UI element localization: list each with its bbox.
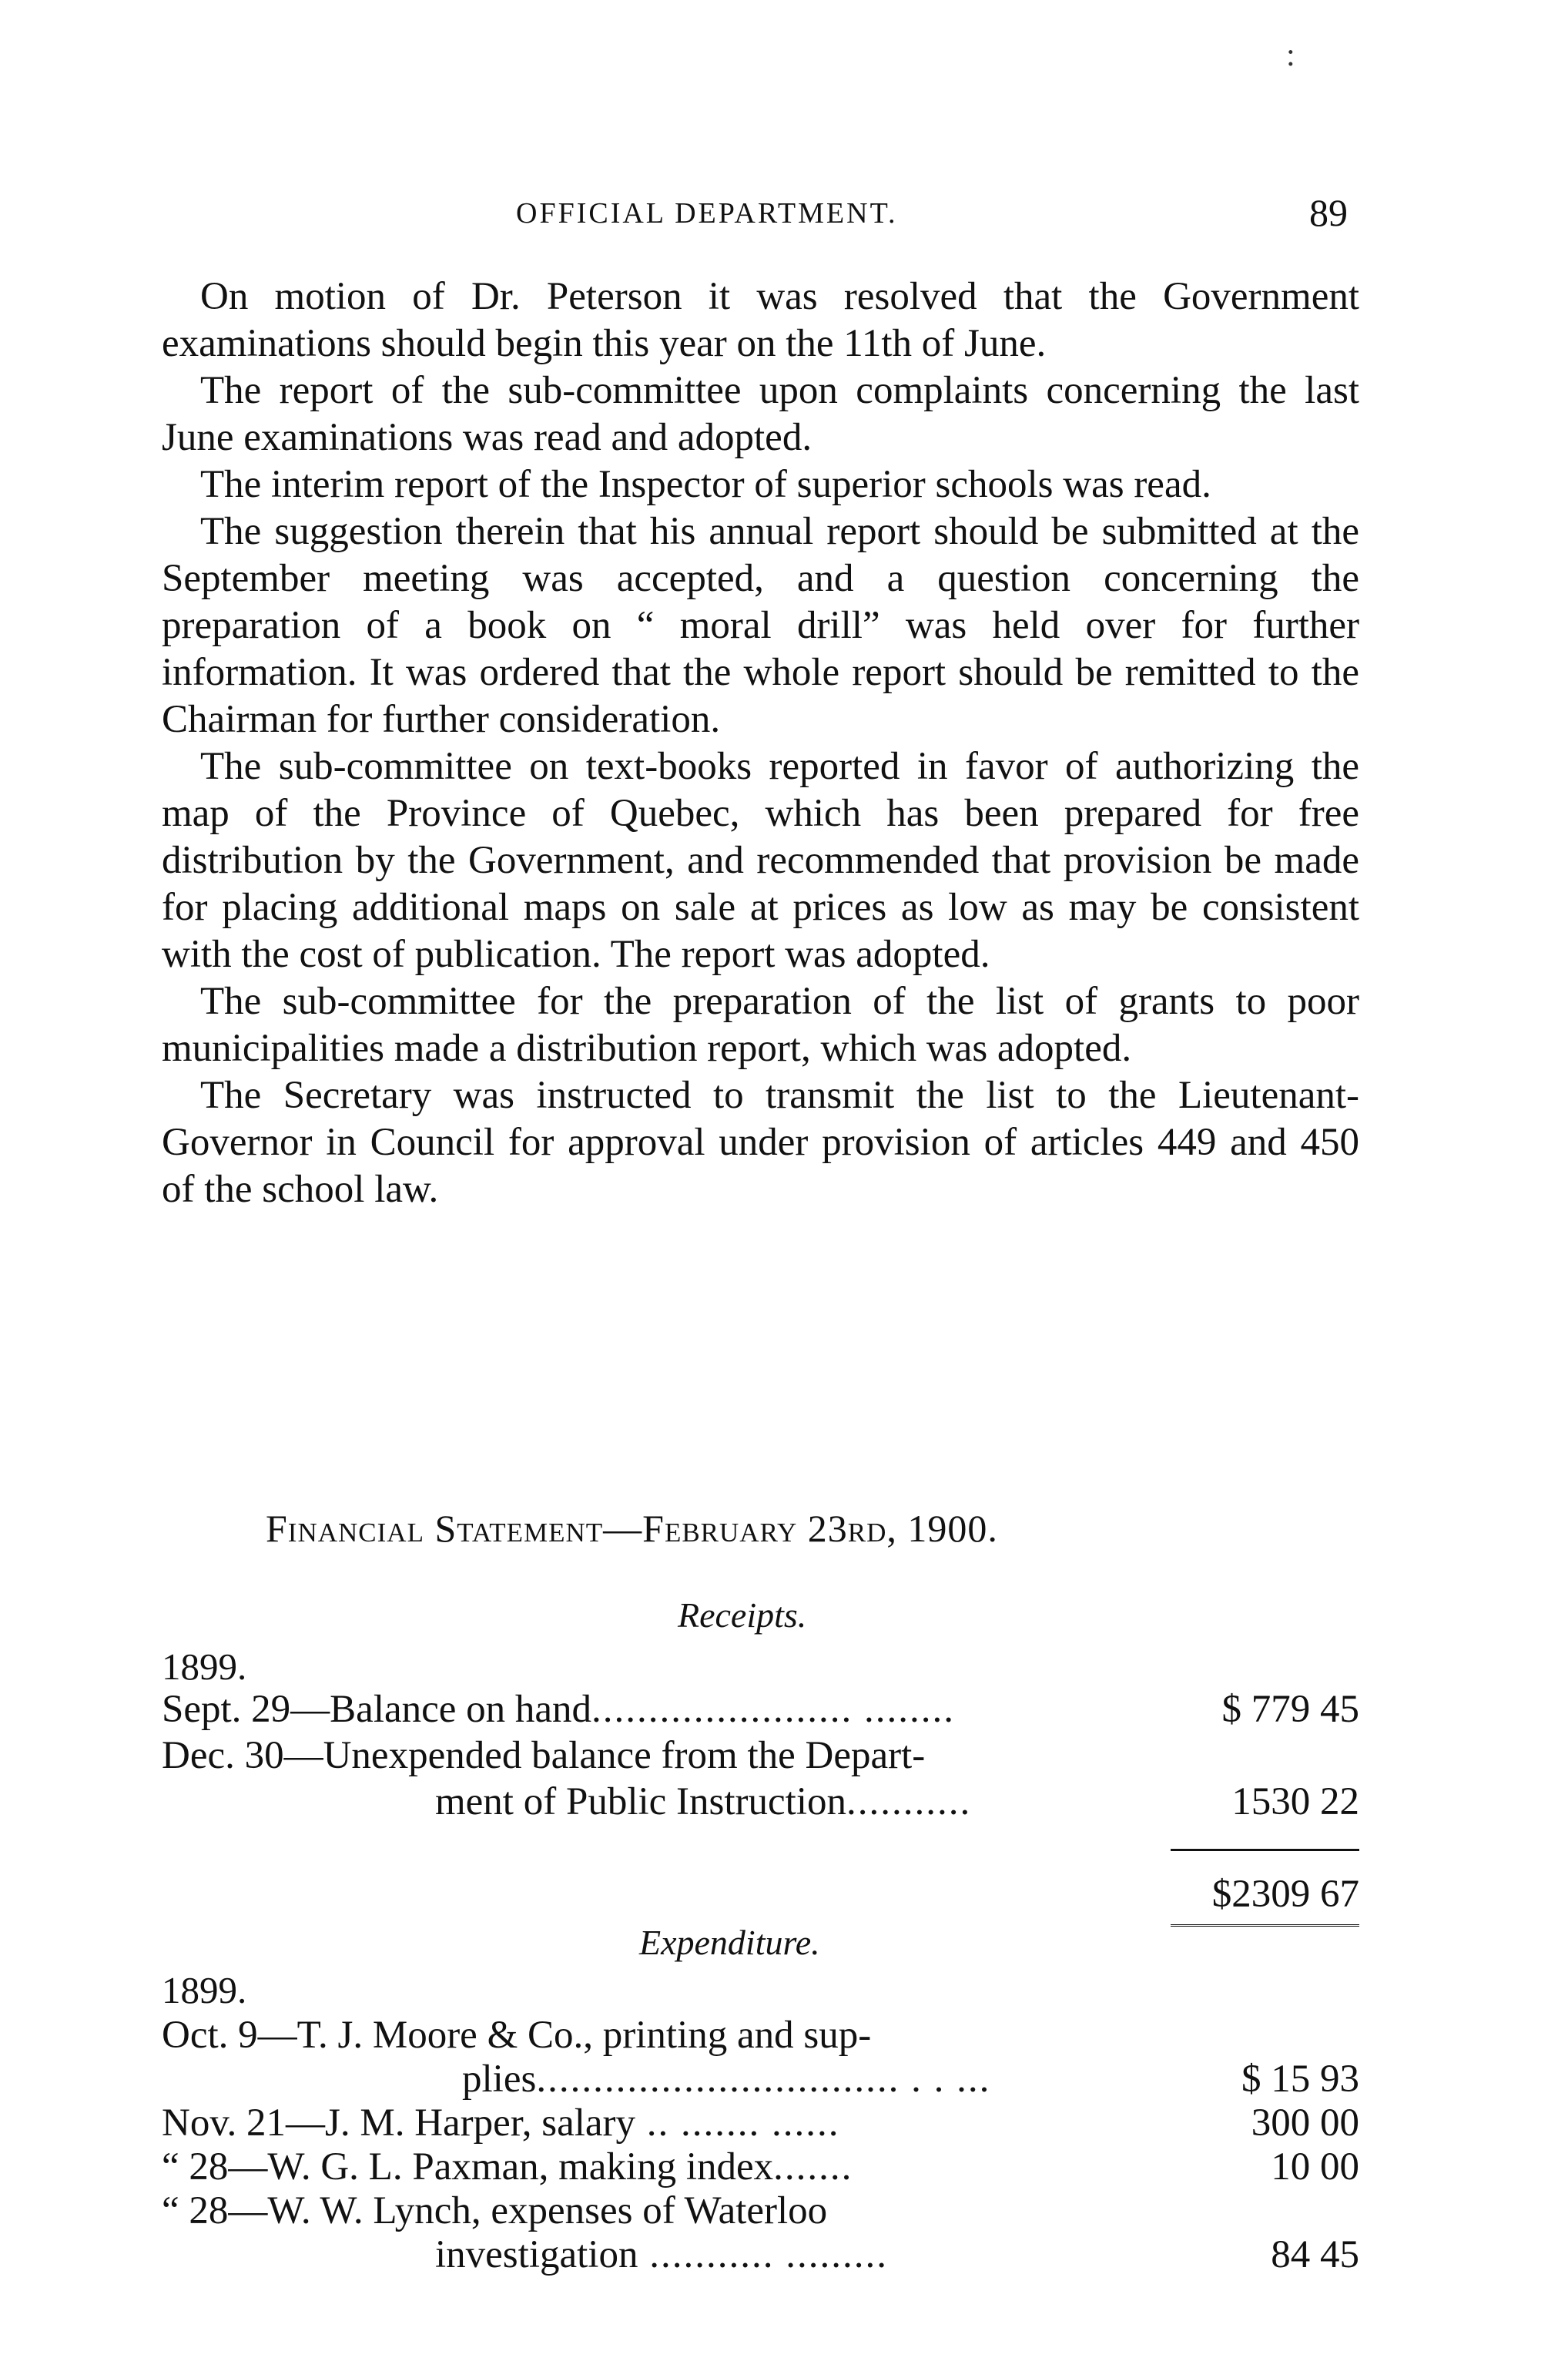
receipts-heading: Receipts. [678, 1595, 807, 1635]
paragraph: The sub-committee on text-books reported in favor of authorizing the map of the Province of Quebec, which has been prepared for free distribution by the Government, and recommended that provision be made for placing additional maps on sale at prices as low as may be consistent with the cost of publication. The report was adopted. [162, 745, 1359, 976]
expenditure-text: investigation [435, 2233, 638, 2276]
financial-statement-title: Financial Statement—February 23rd, 1900. [266, 1507, 998, 1550]
expenditure-amount: 84 45 [1271, 2233, 1359, 2276]
expenditure-text: plies [462, 2058, 537, 2101]
receipts-total: $2309 67 [1211, 1873, 1359, 1916]
paragraph: The suggestion therein that his annual report should be submitted at the September meeting was accepted, and a question concerning the preparation of a book on “ moral drill” was held over for further information. It was ordered that the whole report should be remitted to the Chairman for further consideration. [162, 510, 1359, 741]
leader-dots: ....................... ........ [591, 1688, 956, 1731]
receipts-year: 1899. [162, 1645, 247, 1688]
leader-dots: .. ....... ...... [635, 2101, 840, 2145]
expenditure-line [162, 2145, 853, 2189]
expenditure-line [435, 2232, 888, 2277]
leader-dots: ................................ . . ... [536, 2058, 991, 2101]
running-head: OFFICIAL DEPARTMENT. [516, 197, 898, 230]
receipt-line: Dec. 30—Unexpended balance from the Depart- [162, 1734, 926, 1777]
receipt-line [162, 1687, 955, 1732]
minutes-body [162, 273, 1359, 1213]
expenditure-amount: $ 15 93 [1241, 2058, 1359, 2101]
page-header [0, 191, 1568, 243]
expenditure-line [162, 2101, 840, 2145]
expenditure-amount: 300 00 [1251, 2101, 1359, 2145]
expenditure-amount: 10 00 [1271, 2145, 1359, 2189]
receipt-text: ment of Public Instruction [435, 1780, 847, 1823]
paragraph: The interim report of the Inspector of superior schools was read. [200, 463, 1211, 506]
margin-mark: : [1286, 38, 1295, 73]
paragraph: The sub-committee for the preparation of the list of grants to poor municipalities made a distribution report, which was adopted. [162, 980, 1359, 1070]
receipt-amount: $ 779 45 [1221, 1688, 1359, 1731]
expenditure-heading: Expenditure. [639, 1923, 820, 1962]
total-double-rule [1171, 1924, 1359, 1930]
expenditure-line: Oct. 9—T. J. Moore & Co., printing and sup- [162, 2014, 872, 2057]
sum-rule [1171, 1849, 1359, 1851]
paragraph: The report of the sub-committee upon complaints concerning the last June examinations was read and adopted. [162, 369, 1359, 459]
leader-dots: ........... ......... [638, 2233, 888, 2276]
receipt-text: Sept. 29—Balance on hand [162, 1688, 592, 1731]
expenditure-year: 1899. [162, 1969, 247, 2011]
expenditure-line [462, 2057, 990, 2101]
receipt-line [435, 1779, 971, 1824]
receipt-amount: 1530 22 [1231, 1780, 1359, 1823]
expenditure-line: “ 28—W. W. Lynch, expenses of Waterloo [162, 2189, 828, 2232]
leader-dots: ........... [846, 1780, 972, 1823]
leader-dots: ....... [773, 2145, 853, 2189]
expenditure-text: “ 28—W. G. L. Paxman, making index [162, 2145, 774, 2189]
page-number: 89 [1309, 191, 1348, 234]
paragraph: The Secretary was instructed to transmit the list to the Lieutenant-Governor in Council for approval under provision of articles 449 and 450 of the school law. [162, 1074, 1359, 1211]
paragraph: On motion of Dr. Peterson it was resolved that the Government examinations should begin this year on the 11th of June. [162, 275, 1359, 365]
expenditure-text: Nov. 21—J. M. Harper, salary [162, 2101, 636, 2145]
